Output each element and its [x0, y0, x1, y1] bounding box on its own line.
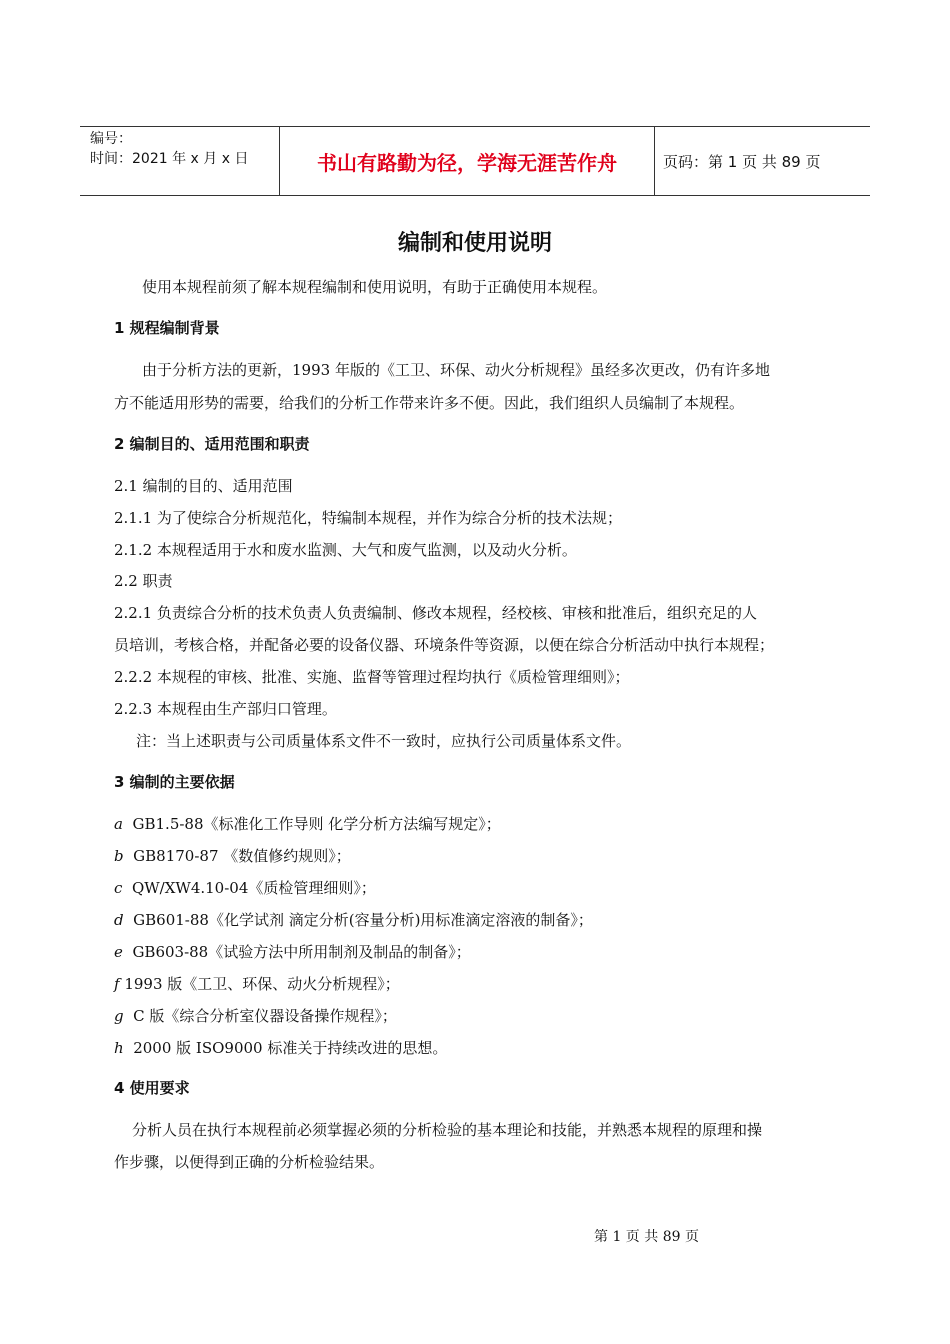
section-1-heading: 1 规程编制背景 [114, 319, 220, 337]
reference-text: GB603-88《试验方法中所用制剂及制品的制备》； [132, 943, 471, 961]
section-3-heading: 3 编制的主要依据 [114, 773, 235, 791]
reference-letter: f [114, 975, 120, 993]
reference-letter: h [114, 1039, 124, 1057]
reference-text: GB1.5-88《标准化工作导则 化学分析方法编写规定》； [132, 815, 501, 833]
page-title: 编制和使用说明 [397, 231, 552, 256]
section-1-line-2: 方不能适用形势的需要，给我们的分析工作带来许多不便。因此，我们组织人员编制了本规程。 [114, 394, 745, 412]
reference-letter: d [114, 911, 124, 929]
reference-letter: c [114, 879, 123, 897]
reference-item [114, 878, 376, 898]
reference-text: 2000 版 ISO9000 标准关于持续改进的思想。 [133, 1039, 448, 1057]
reference-text: GB8170-87 《数值修约规则》； [133, 847, 351, 865]
page-footer: 第 1 页 共 89 页 [594, 1229, 699, 1245]
reference-item [114, 814, 501, 834]
time-label: 时间：2021 年 x 月 x 日 [90, 151, 249, 167]
section-4-line-1: 分析人员在执行本规程前必须掌握必须的分析检验的基本理论和技能，并熟悉本规程的原理和操 [132, 1121, 763, 1139]
reference-item [114, 942, 471, 962]
reference-letter: g [114, 1007, 124, 1025]
reference-text: 1993 版《工卫、环保、动火分析规程》； [124, 975, 400, 993]
section-4-heading: 4 使用要求 [114, 1079, 190, 1097]
section-2-line-7: 2.2.2 本规程的审核、批准、实施、监督等管理过程均执行《质检管理细则》； [114, 668, 630, 686]
reference-text: C 版《综合分析室仪器设备操作规程》； [133, 1007, 397, 1025]
reference-letter: b [114, 847, 124, 865]
page-info: 页码：第 1 页 共 89 页 [663, 152, 821, 171]
section-2-line-8: 2.2.3 本规程由生产部归口管理。 [114, 700, 337, 718]
section-2-heading: 2 编制目的、适用范围和职责 [114, 435, 310, 453]
reference-item [114, 846, 351, 866]
reference-letter: a [114, 815, 123, 833]
section-2-line-1: 2.1 编制的目的、适用范围 [114, 477, 293, 495]
section-2-line-2: 2.1.1 为了使综合分析规范化，特编制本规程，并作为综合分析的技术法规； [114, 509, 622, 527]
header-table [80, 126, 870, 196]
section-2-note: 注：当上述职责与公司质量体系文件不一致时，应执行公司质量体系文件。 [136, 732, 632, 750]
section-4-line-2: 作步骤，以便得到正确的分析检验结果。 [114, 1153, 385, 1171]
intro-paragraph: 使用本规程前须了解本规程编制和使用说明，有助于正确使用本规程。 [142, 278, 608, 296]
motto: 书山有路勤为径，学海无涯苦作舟 [280, 127, 655, 195]
reference-item [114, 1038, 447, 1058]
reference-item [114, 1006, 397, 1026]
section-2-line-4: 2.2 职责 [114, 572, 173, 590]
reference-letter: e [114, 943, 123, 961]
reference-item [114, 974, 400, 994]
section-2-line-5: 2.2.1 负责综合分析的技术负责人负责编制、修改本规程，经校核、审核和批准后，组织充足的人 [114, 604, 757, 622]
section-1-line-1: 由于分析方法的更新，1993 年版的《工卫、环保、动火分析规程》虽经多次更改，仍有许多地 [142, 361, 770, 379]
number-label: 编号： [90, 131, 132, 147]
reference-item [114, 910, 593, 930]
reference-text: GB601-88《化学试剂 滴定分析(容量分析)用标准滴定溶液的制备》； [133, 911, 593, 929]
section-2-line-3: 2.1.2 本规程适用于水和废水监测、大气和废气监测，以及动火分析。 [114, 541, 577, 559]
header-left-cell [80, 127, 280, 195]
section-2-line-6: 员培训，考核合格，并配备必要的设备仪器、环境条件等资源，以便在综合分析活动中执行本规程； [114, 636, 775, 654]
reference-text: QW/XW4.10-04《质检管理细则》； [131, 879, 376, 897]
